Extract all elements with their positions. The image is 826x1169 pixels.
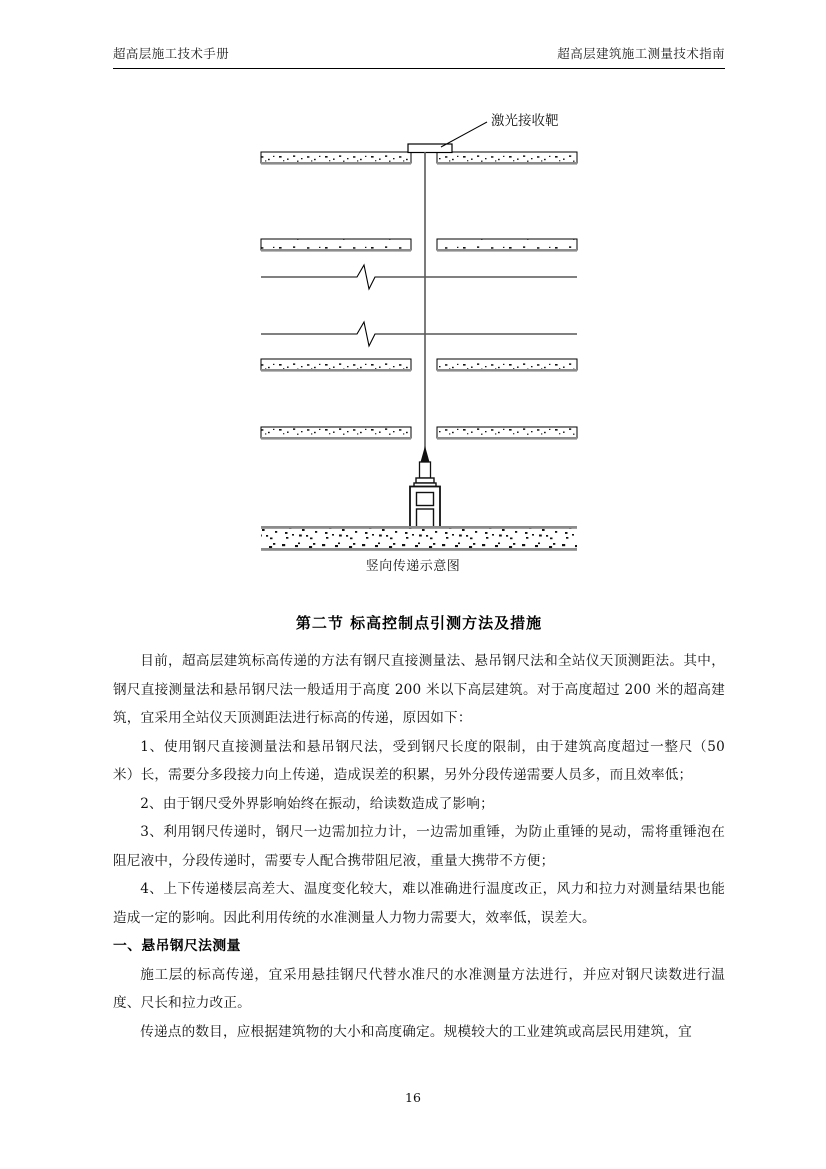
page-number: 16: [405, 1090, 421, 1105]
paragraph-reason-4: 4、上下传递楼层高差大、温度变化较大，难以准确进行温度改正，风力和拉力对测量结果也能造成一定的影响。因此利用传统的水准测量人力物力需要大，效率低，误差大。: [113, 881, 725, 926]
floor-slab-3: [261, 359, 577, 372]
running-header: [113, 46, 725, 62]
figure-caption: 竖向传递示意图: [365, 559, 461, 574]
document-body: [113, 612, 725, 1046]
subsection-heading: 一、悬吊钢尺法测量: [113, 938, 241, 954]
ground-hatch: [261, 526, 577, 551]
paragraph-reason-2: 2、由于钢尺受外界影响始终在振动，给读数造成了影响；: [140, 795, 494, 812]
header-divider: [113, 68, 725, 69]
header-left-text: 超高层施工技术手册: [113, 46, 230, 61]
paragraph-reason-3: 3、利用钢尺传递时，钢尺一边需加拉力计，一边需加重锤，为防止重锤的晃动，需将重锤泡在阻尼液中，分段传递时，需要专人配合携带阻尼液，重量大携带不方便；: [113, 824, 725, 869]
paragraph-intro: 目前，超高层建筑标高传递的方法有钢尺直接测量法、悬吊钢尺法和全站仪天顶测距法。其中，钢尺直接测量法和悬吊钢尺法一般适用于高度 200 米以下高层建筑。对于高度超过 200 米的超高建筑，宜采用全站仪天顶测距法进行标高的传递，原因如下：: [113, 653, 725, 726]
floor-slab-2: [261, 239, 577, 252]
break-line-2: [261, 322, 577, 346]
header-right-text: 超高层建筑施工测量技术指南: [557, 46, 725, 61]
laser-receiving-target: [408, 144, 452, 153]
paragraph-sub-2: 传递点的数目，应根据建筑物的大小和高度确定。规模较大的工业建筑或高层民用建筑，宜: [140, 1023, 692, 1040]
laser-beam-line: [421, 152, 430, 482]
floor-slab-top: [261, 152, 577, 165]
figure-vertical-transfer-diagram: [0, 100, 826, 595]
break-line-1: [261, 265, 577, 289]
paragraph-reason-1: 1、使用钢尺直接测量法和悬吊钢尺法，受到钢尺长度的限制，由于建筑高度超过一整尺（50 米）长，需要分多段接力向上传递，造成误差的积累，另外分段传递需要人员多，而且效率低；: [113, 738, 725, 783]
leader-line: [441, 122, 487, 147]
paragraph-sub-1: 施工层的标高传递，宜采用悬挂钢尺代替水准尺的水准测量方法进行，并应对钢尺读数进行温度、尺长和拉力改正。: [113, 966, 725, 1011]
section-heading: 第二节 标高控制点引测方法及措施: [295, 614, 543, 632]
floor-slab-4: [261, 427, 577, 440]
laser-target-label: 激光接收靶: [491, 113, 559, 129]
